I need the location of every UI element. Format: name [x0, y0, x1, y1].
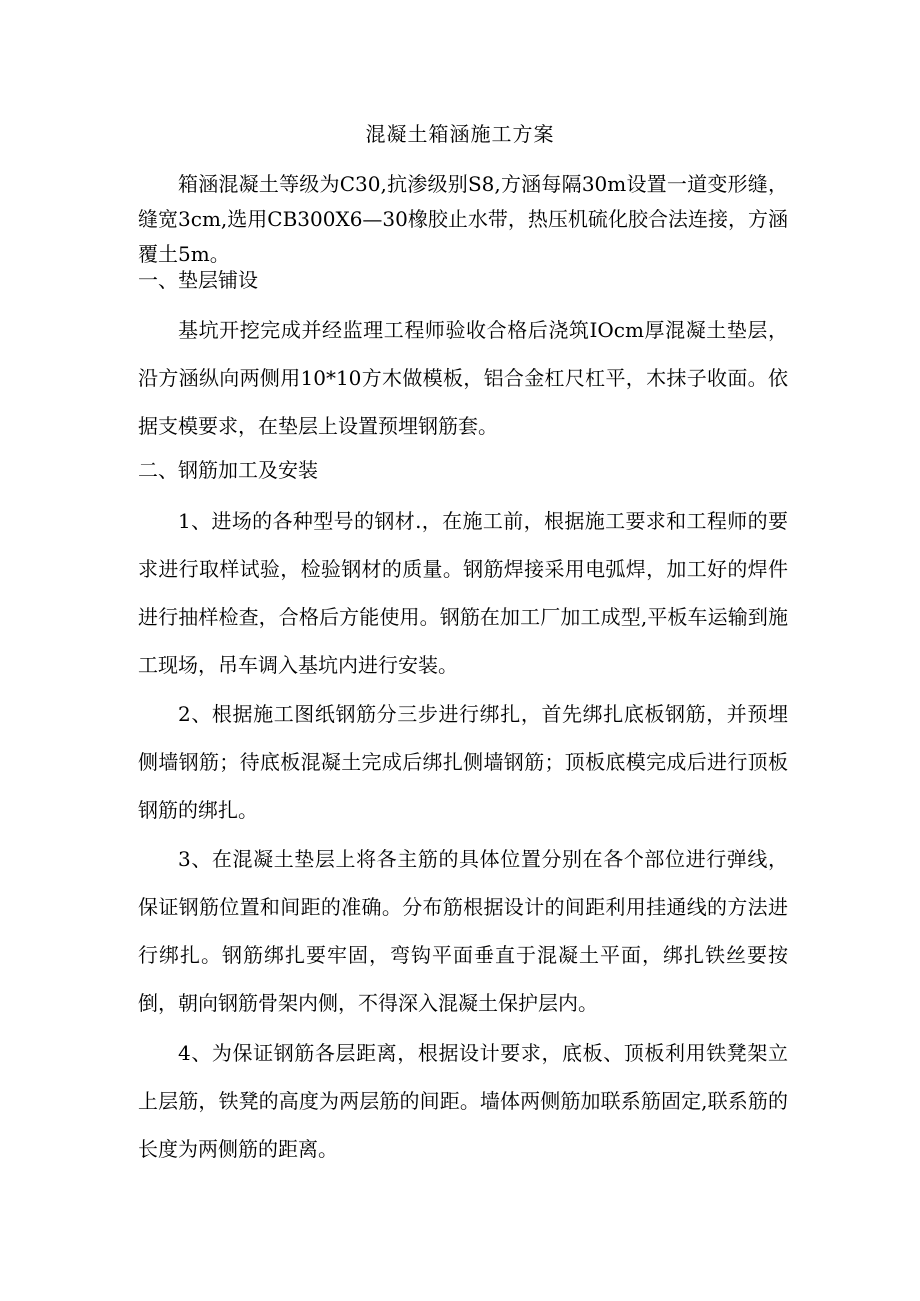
- paragraph-cushion: 基坑开挖完成并经监理工程师验收合格后浇筑IOcm厚混凝土垫层，沿方涵纵向两侧用10*10方木做模板，铝合金杠尺杠平，木抹子收面。依据支模要求，在垫层上设置预埋钢筋套。: [138, 318, 788, 438]
- intro-paragraph: 箱涵混凝土等级为C30,抗渗级别S8,方涵每隔30m设置一道变形缝，缝宽3cm,选用CB300X6—30橡胶止水带，热压机硫化胶合法连接，方涵覆土5m。: [138, 172, 788, 266]
- section-heading-cushion: 一、垫层铺设: [138, 268, 258, 292]
- paragraph-rebar-1: 1、进场的各种型号的钢材.，在施工前，根据施工要求和工程师的要求进行取样试验，检验钢材的质量。钢筋焊接采用电弧焊，加工好的焊件进行抽样检查，合格后方能使用。钢筋在加工厂加工成型,平板车运输到施工现场，吊车调入基坑内进行安装。: [138, 509, 788, 677]
- paragraph-rebar-3: 3、在混凝土垫层上将各主筋的具体位置分别在各个部位进行弹线，保证钢筋位置和间距的准确。分布筋根据设计的间距利用挂通线的方法进行绑扎。钢筋绑扎要牢固，弯钩平面垂直于混凝土平面，绑扎铁丝要按倒，朝向钢筋骨架内侧，不得深入混凝土保护层内。: [138, 847, 788, 1015]
- document-title: 混凝土箱涵施工方案: [365, 122, 555, 146]
- paragraph-rebar-4: 4、为保证钢筋各层距离，根据设计要求，底板、顶板利用铁凳架立上层筋，铁凳的高度为两层筋的间距。墙体两侧筋加联系筋固定,联系筋的长度为两侧筋的距离。: [138, 1041, 788, 1161]
- paragraph-rebar-2: 2、根据施工图纸钢筋分三步进行绑扎，首先绑扎底板钢筋，并预埋侧墙钢筋；待底板混凝土完成后绑扎侧墙钢筋；顶板底模完成后进行顶板钢筋的绑扎。: [138, 702, 788, 822]
- section-heading-rebar: 二、钢筋加工及安装: [138, 458, 318, 482]
